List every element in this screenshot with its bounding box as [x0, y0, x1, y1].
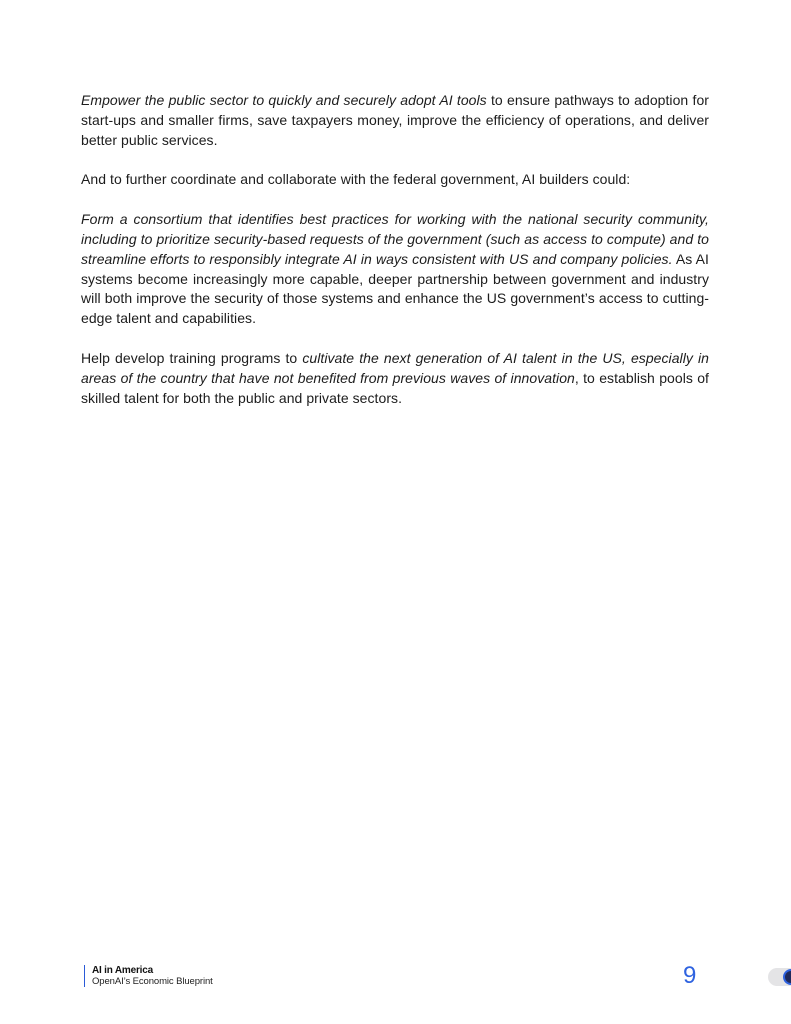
italic-phrase: Form a consortium that identifies best practices for working with the national security community, including to prioritize security-based requests of the government (such as access to compute) and to streamline efforts to responsibly integrate AI in ways consistent with US and company policies. [81, 211, 709, 267]
paragraph-training [81, 349, 709, 408]
corner-logo-icon [768, 968, 791, 986]
paragraph-text: Help develop training programs to [81, 349, 303, 366]
paragraph-consortium [81, 210, 709, 329]
paragraph-coordinate [81, 170, 709, 190]
page-number: 9 [683, 962, 697, 989]
italic-phrase: Empower the public sector to quickly and securely adopt AI tools [81, 92, 487, 108]
footer-branding [84, 965, 213, 987]
paragraph-text: And to further coordinate and collaborate with the federal government, AI builders could: [81, 171, 631, 188]
dark-dot-icon [785, 971, 791, 983]
document-body [81, 91, 709, 428]
italic-phrase: cultivate the next generation of AI talent in the US, especially in areas of the country that have not benefited from previous waves of innovation [81, 349, 709, 386]
paragraph-text: , to establish pools of skilled talent for both the public and private sectors. [81, 369, 709, 406]
footer-subtitle: OpenAI’s Economic Blueprint [92, 976, 213, 987]
paragraph-public-sector [81, 91, 709, 150]
paragraph-text: As AI systems become increasingly more capable, deeper partnership between government and industry will both improve the security of those systems and enhance the US government’s access to cutting-edge talent and capabilities. [81, 250, 709, 327]
paragraph-text: to ensure pathways to adoption for start-ups and smaller firms, save taxpayers money, improve the efficiency of operations, and deliver better public services. [81, 92, 709, 148]
footer-title: AI in America [92, 965, 153, 976]
